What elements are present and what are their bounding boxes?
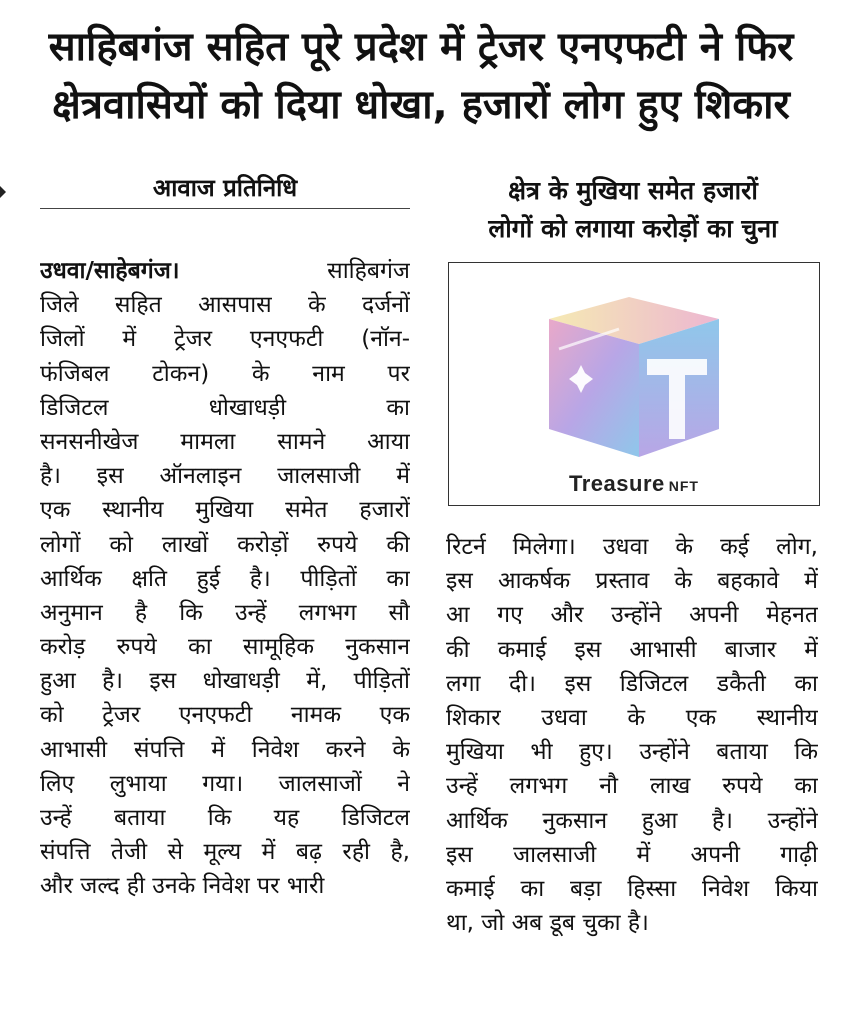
subhead-line-1: क्षेत्र के मुखिया समेत हजारों xyxy=(508,176,758,205)
article-line: अनुमान है कि उन्हें लगभग सौ xyxy=(40,599,410,626)
article-line: की कमाई इस आभासी बाजार में xyxy=(446,636,818,663)
article-line: उन्हें बताया कि यह डिजिटल xyxy=(40,805,410,831)
article-line: लोगों को लाखों करोड़ों रुपये की xyxy=(40,531,410,558)
article-line: जिले सहित आसपास के दर्जनों xyxy=(40,292,410,319)
subhead xyxy=(438,172,828,248)
byline: आवाज प्रतिनिधि xyxy=(152,174,298,202)
article-right-column xyxy=(446,530,818,940)
article-line: उन्हें लगभग नौ लाख रुपये का xyxy=(446,773,818,800)
article-line: इस जालसाजी में अपनी गाढ़ी xyxy=(446,841,818,868)
subhead-line-2: लोगों को लगाया करोड़ों का चुना xyxy=(488,214,778,243)
treasure-nft-logo-image xyxy=(448,262,820,506)
article-line: आ गए और उन्होंने अपनी मेहनत xyxy=(446,602,818,629)
article-line: कमाई का बड़ा हिस्सा निवेश किया xyxy=(446,875,818,902)
treasure-nft-cube-icon xyxy=(529,289,739,461)
article-line: लगा दी। इस डिजिटल डकैती का xyxy=(446,670,818,697)
article-line: एक स्थानीय मुखिया समेत हजारों xyxy=(40,497,410,524)
article-line: आभासी संपत्ति में निवेश करने के xyxy=(40,736,410,763)
article-line: हुआ है। इस धोखाधड़ी में, पीड़ितों xyxy=(40,668,410,695)
article-line-text: साहिबगंज xyxy=(327,258,410,284)
headline xyxy=(14,18,828,134)
page-edge-mark xyxy=(0,186,6,198)
article-line: आर्थिक नुकसान हुआ है। उन्होंने xyxy=(446,807,818,834)
article-line: संपत्ति तेजी से मूल्य में बढ़ रही है, xyxy=(40,839,410,866)
article-line: शिकार उधवा के एक स्थानीय xyxy=(446,704,818,731)
headline-line-2: क्षेत्रवासियों को दिया धोखा, हजारों लोग हुए शिकार xyxy=(52,82,790,128)
article-line: रिटर्न मिलेगा। उधवा के कई लोग, xyxy=(446,534,818,560)
article-line: डिजिटल धोखाधड़ी का xyxy=(40,394,410,421)
article-line xyxy=(40,254,410,288)
article-line: को ट्रेजर एनएफटी नामक एक xyxy=(40,702,410,729)
article-line: मुखिया भी हुए। उन्होंने बताया कि xyxy=(446,739,818,766)
article-line: है। इस ऑनलाइन जालसाजी में xyxy=(40,463,410,490)
logo-suffix: NFT xyxy=(668,478,699,494)
article-line: और जल्द ही उनके निवेश पर भारी xyxy=(40,873,325,900)
article-line: करोड़ रुपये का सामूहिक नुकसान xyxy=(40,634,410,661)
headline-line-1: साहिबगंज सहित पूरे प्रदेश में ट्रेजर एनएफटी ने फिर xyxy=(48,24,794,70)
article-line: सनसनीखेज मामला सामने आया xyxy=(40,428,410,455)
article-line: लिए लुभाया गया। जालसाजों ने xyxy=(40,770,410,797)
article-line: आर्थिक क्षति हुई है। पीड़ितों का xyxy=(40,565,410,592)
dateline: उधवा/साहेबगंज। xyxy=(40,258,180,284)
logo-brand: Treasure xyxy=(569,471,665,496)
article-line: इस आकर्षक प्रस्ताव के बहकावे में xyxy=(446,568,818,595)
byline-rule xyxy=(40,208,410,209)
article-left-column xyxy=(40,254,410,904)
article-line: जिलों में ट्रेजर एनएफटी (नॉन- xyxy=(40,326,410,353)
article-line: फंजिबल टोकन) के नाम पर xyxy=(40,360,410,387)
article-line: था, जो अब डूब चुका है। xyxy=(446,910,649,937)
logo-wordmark xyxy=(449,471,819,497)
